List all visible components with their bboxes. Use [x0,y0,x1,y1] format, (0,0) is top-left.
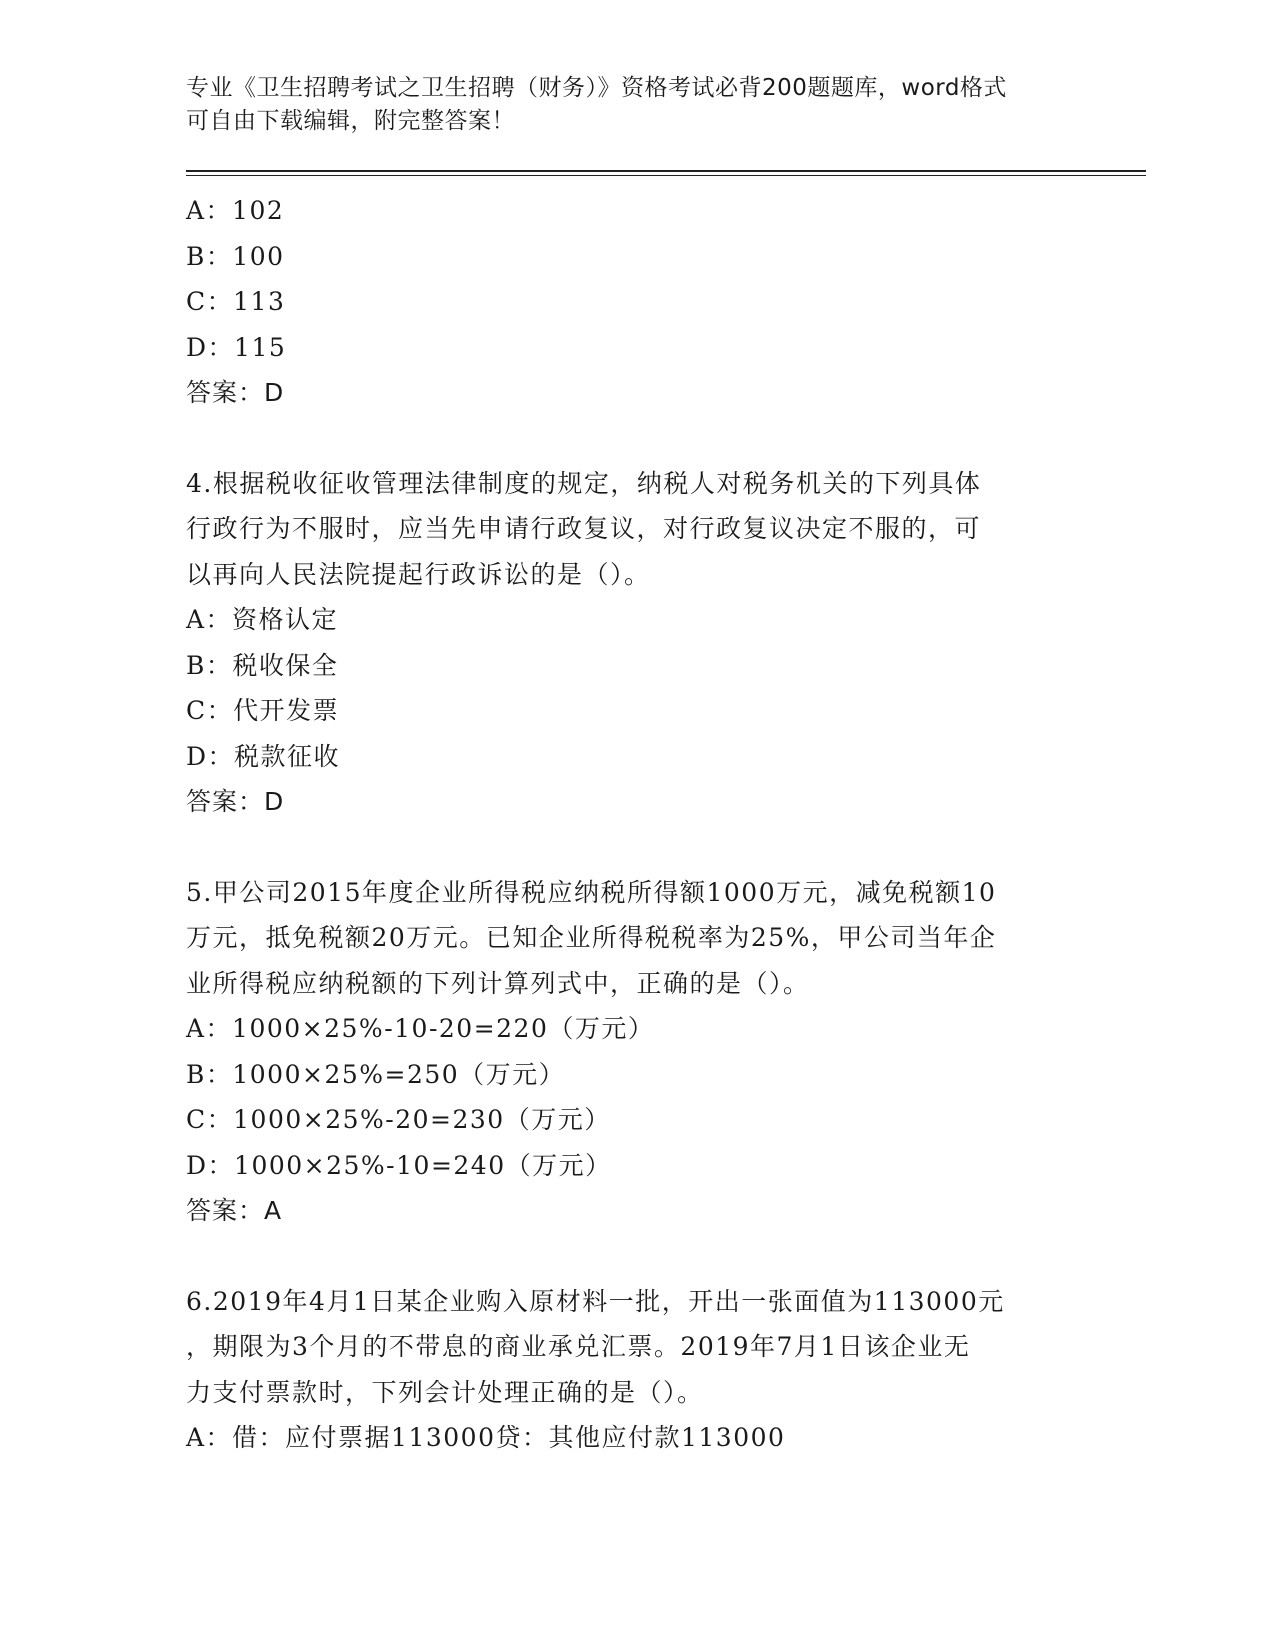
question-text-line: 行政行为不服时，应当先申请行政复议，对行政复议决定不服的，可 [186,514,982,543]
option-b: B：100 [186,241,285,271]
option-c: C：113 [186,287,286,316]
header-line-1: 专业《卫生招聘考试之卫生招聘（财务）》资格考试必背200题题库，word格式 [186,75,1007,101]
question-text-line: 5.甲公司2015年度企业所得税应纳税所得额1000万元，减免税额10 [186,877,997,907]
question-text-line: ，期限为3个月的不带息的商业承兑汇票。2019年7月1日该企业无 [186,1332,971,1361]
question-5 [186,870,1066,1234]
answer-line: 答案：A [186,1196,283,1225]
option-c: C：代开发票 [186,696,340,725]
answer-line: 答案：D [186,378,285,407]
header-line-2: 可自由下载编辑，附完整答案！ [186,108,515,134]
document-page [186,72,1146,1461]
question-text-line: 力支付票款时，下列会计处理正确的是（）。 [186,1377,704,1407]
option-b: B：1000×25%=250（万元） [186,1059,566,1089]
question-text-line: 万元，抵免税额20万元。已知企业所得税税率为25%，甲公司当年企 [186,923,997,952]
question-3-continued [186,188,1146,416]
question-text-line: 6.2019年4月1日某企业购入原材料一批，开出一张面值为113000元 [186,1286,1005,1316]
option-a: A：102 [186,196,285,225]
option-a: A：1000×25%-10-20=220（万元） [186,1014,655,1043]
header-divider [186,170,1146,176]
document-header [186,72,1046,138]
option-d: D：税款征收 [186,741,341,771]
option-c: C：1000×25%-20=230（万元） [186,1105,611,1134]
question-text-line: 业所得税应纳税额的下列计算列式中，正确的是（）。 [186,968,810,998]
option-a: A：资格认定 [186,605,339,634]
option-d: D：115 [186,332,287,362]
question-4 [186,461,1066,825]
question-text-line: 以再向人民法院提起行政诉讼的是（）。 [186,559,651,589]
option-d: D：1000×25%-10=240（万元） [186,1150,612,1180]
question-text-line: 4.根据税收征收管理法律制度的规定，纳税人对税务机关的下列具体 [186,468,982,498]
option-a: A：借：应付票据113000贷：其他应付款113000 [186,1423,786,1452]
option-b: B：税收保全 [186,650,339,680]
answer-line: 答案：D [186,787,285,816]
question-6 [186,1279,1066,1461]
